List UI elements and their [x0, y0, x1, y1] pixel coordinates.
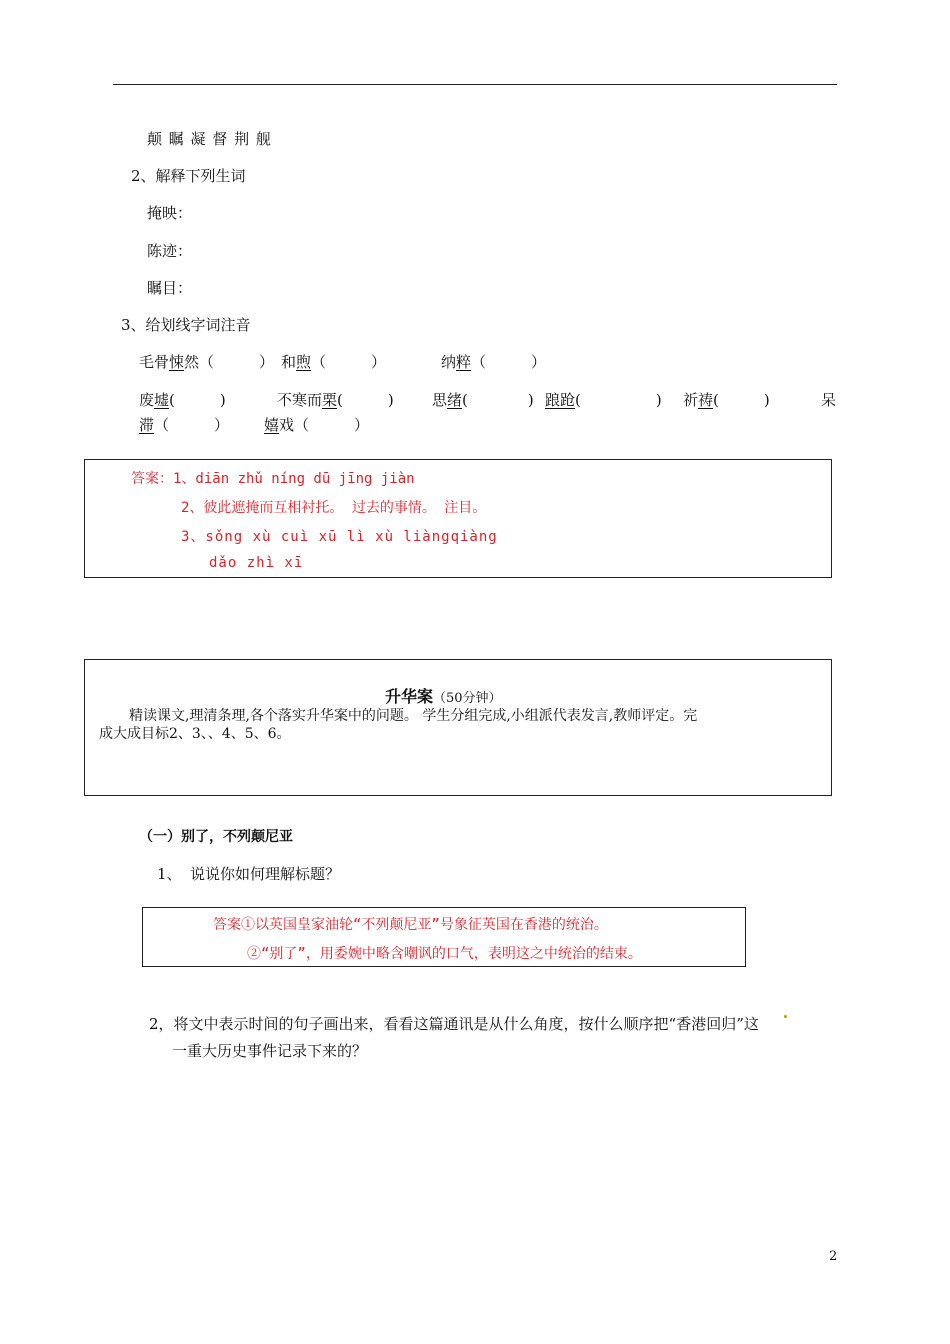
q2-item-2: 陈迹： [147, 242, 193, 260]
q3-heading: 3、给划线字词注音 [121, 316, 251, 334]
section-title: （一）别了，不列颠尼亚 [139, 829, 293, 845]
q1-text: 说说你如何理解标题？ [190, 865, 341, 883]
answer-1-line-4: dǎo zhì xī [209, 555, 304, 571]
q2-item-1: 掩映： [147, 204, 193, 222]
answer-2-line-1: 答案①以英国皇家油轮“不列颠尼亚”号象征英国在香港的统治。 [213, 917, 608, 933]
q3-word-6: 思绪( ) [432, 391, 534, 409]
q3-word-8: 祈祷( ) [683, 391, 770, 409]
answer-1-line-2: 2、彼此遮掩而互相衬托。 过去的事情。 注目。 [181, 500, 487, 516]
q3-word-10: 滞（ ） [139, 416, 230, 434]
page-number: 2 [829, 1249, 838, 1264]
q3-word-9: 呆 [821, 391, 837, 409]
answer-box-1 [84, 459, 832, 578]
highlight-mark [784, 1015, 787, 1018]
answer-2-line-2: ②“别了”，用委婉中略含嘲讽的口气，表明这之中统治的结束。 [247, 946, 642, 962]
q3-word-3: 纳粹（ ） [441, 353, 547, 371]
q3-word-4: 废墟( ) [139, 391, 226, 409]
shenghua-text-2: 成大成目标2、3、、4、5、6。 [99, 726, 291, 742]
shenghua-text-1: 精读课文,理清条理,各个落实升华案中的问题。 学生分组完成,小组派代表发言,教师评定。完 [129, 708, 698, 724]
q3-word-5: 不寒而栗( ) [277, 391, 394, 409]
shenghua-box [84, 659, 832, 796]
q1-number: 1、 [157, 865, 182, 883]
shenghua-duration: （50分钟） [433, 691, 502, 706]
q3-word-1: 毛骨悚然（ ） [139, 353, 275, 371]
pinyin-chars: 颠 瞩 凝 督 荆 舰 [147, 130, 272, 148]
header-rule [113, 84, 837, 85]
answer-1-line-3: 3、sǒng xù cuì xū lì xù liàngqiàng [181, 529, 498, 545]
q2-item-3: 瞩目： [147, 279, 193, 297]
q2-line-2: 一重大历史事件记录下来的？ [172, 1042, 368, 1060]
q3-word-11: 嬉戏（ ） [264, 416, 370, 434]
answer-1-line-1: 答案：1、diān zhǔ níng dū jīng jiàn [131, 471, 415, 487]
shenghua-title-row [385, 684, 502, 707]
q2-heading: 2、解释下列生词 [131, 167, 246, 185]
shenghua-title: 升华案 [385, 687, 434, 706]
answer-box-2 [142, 907, 746, 967]
q3-word-7: 踉跄( ) [545, 391, 662, 409]
q3-word-2: 和煦（ ） [281, 353, 387, 371]
q2-line-1: 2，将文中表示时间的句子画出来，看看这篇通讯是从什么角度，按什么顺序把“香港回归”这 [149, 1015, 759, 1033]
